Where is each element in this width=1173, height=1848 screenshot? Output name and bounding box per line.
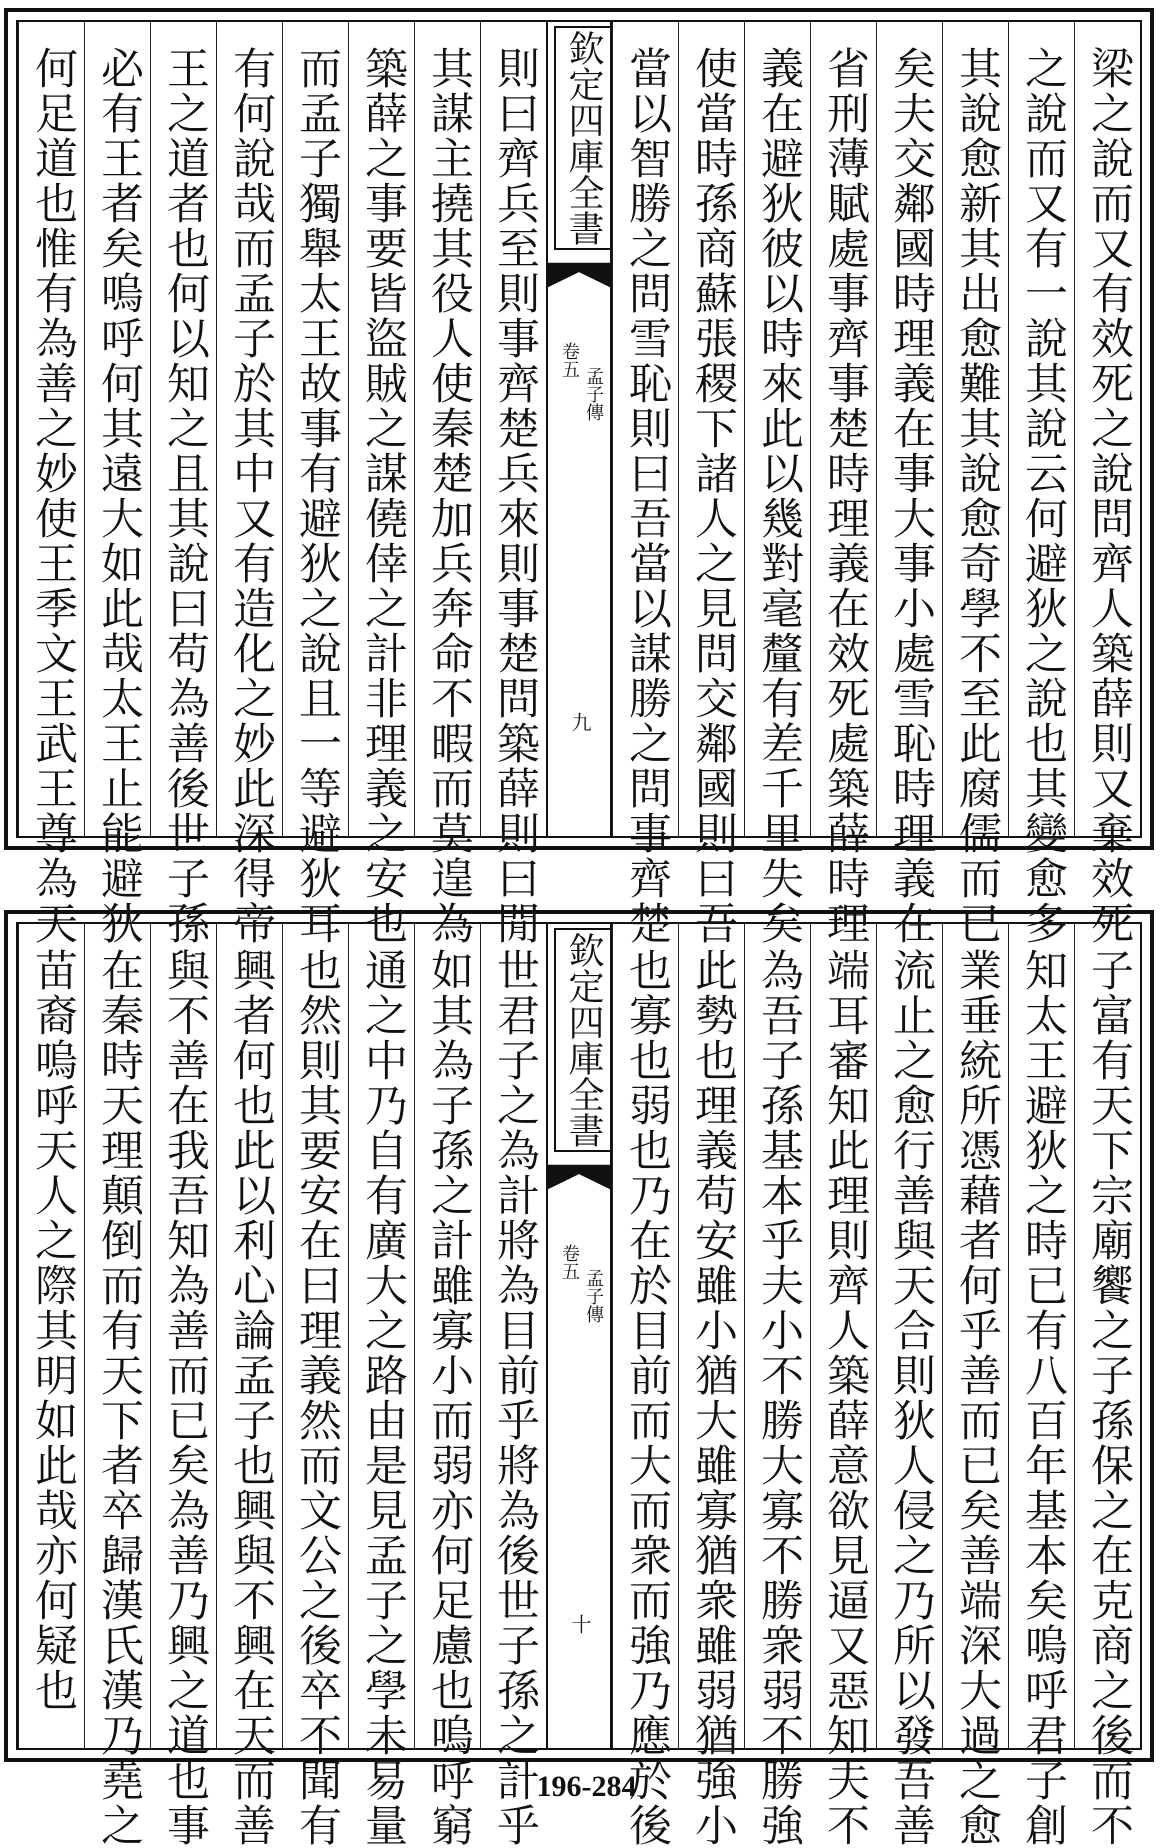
column-text: 而孟子獨舉太王故事有避狄之說且一等避狄耳	[292, 46, 342, 946]
column-text: 有何說哉而孟子於其中又有造化之妙此深得帝	[226, 46, 276, 946]
column-text: 義在避狄彼以時來此以幾對毫釐有差千里失矣	[754, 46, 804, 946]
center-fold	[546, 22, 612, 836]
book-name: 孟子傳	[583, 1269, 604, 1323]
column-text: 此勢也理義苟安雖小猶大雖寡猶衆雖弱猶強小	[688, 948, 738, 1848]
column-text: 如其為子孫之計雖寡小而弱亦何足慮也嗚呼窮	[424, 948, 474, 1848]
center-fold	[546, 924, 612, 1748]
column-text: 則曰齊兵至則事齊楚兵來則事楚問築薛則曰閒	[490, 46, 540, 946]
text-column	[414, 22, 480, 946]
text-column	[480, 924, 546, 1848]
text-column	[216, 924, 282, 1848]
footer-page-ref: 196-284	[536, 1770, 637, 1803]
text-column	[876, 22, 942, 946]
text-column	[744, 22, 810, 946]
text-column	[678, 22, 744, 946]
text-column	[942, 22, 1008, 946]
column-text: 梁之說而又有效死之說問齊人築薛則又棄效死	[1084, 46, 1134, 946]
column-text: 築薛之事要皆盜賊之謀僥倖之計非理義之安也	[358, 46, 408, 946]
column-text: 其謀主撓其役人使秦楚加兵奔命不暇而莫遑為	[424, 46, 474, 946]
page-number: 九	[568, 712, 592, 732]
text-column	[1074, 924, 1140, 1848]
column-text: 為吾子孫基本乎夫小不勝大寡不勝衆弱不勝強	[754, 948, 804, 1848]
column-text: 流止之愈行善與天合則狄人侵之乃所以發吾善	[886, 948, 936, 1848]
text-column	[216, 22, 282, 946]
column-text: 端耳審知此理則齊人築薛意欲見逼又惡知夫不	[820, 948, 870, 1848]
text-column	[18, 22, 84, 946]
text-column	[678, 924, 744, 1848]
column-text: 矣夫交鄰國時理義在事大事小處雪恥時理義在	[886, 46, 936, 946]
text-column	[1008, 22, 1074, 946]
column-text: 苗裔嗚呼天人之際其明如此哉亦何疑也	[28, 948, 78, 1713]
column-text: 業垂統所憑藉者何乎善而已矣善端深大過之愈	[952, 948, 1002, 1848]
column-text: 當以智勝之問雪恥則曰吾當以謀勝之問事齊楚	[622, 46, 672, 946]
text-column	[84, 22, 150, 946]
text-column	[876, 924, 942, 1848]
column-text: 王之道者也何以知之且其說曰苟為善後世子孫	[160, 46, 210, 946]
fish-tail-mark-icon	[548, 262, 610, 288]
page-number: 十	[568, 1614, 592, 1634]
text-column	[414, 924, 480, 1848]
column-text: 必有王者矣嗚呼何其遠大如此哉太王止能避狄	[94, 46, 144, 946]
column-text: 知太王避狄之時已有八百年基本矣嗚呼君子創	[1018, 948, 1068, 1848]
book-title: 欽定四庫全書	[554, 26, 612, 250]
column-text: 興者何也此以利心論孟子也興與不興在天而善	[226, 948, 276, 1848]
text-column	[942, 924, 1008, 1848]
column-text: 與不善在我吾知為善而已矣為善乃興之道也事	[160, 948, 210, 1848]
text-column	[1074, 22, 1140, 946]
volume-label: 卷五	[559, 1244, 580, 1280]
text-column	[282, 924, 348, 1848]
column-text: 在秦時天理顛倒而有天下者卒歸漢氏漢乃堯之	[94, 948, 144, 1848]
text-column	[348, 22, 414, 946]
column-text: 使當時孫商蘇張稷下諸人之見問交鄰國則曰吾	[688, 46, 738, 946]
text-column	[480, 22, 546, 946]
column-text: 之說而又有一說其說云何避狄之說也其變愈多	[1018, 46, 1068, 946]
book-title: 欽定四庫全書	[554, 928, 612, 1152]
text-column	[744, 924, 810, 1848]
text-column	[150, 924, 216, 1848]
column-text: 也然則其要安在曰理義然而文公之後卒不聞有	[292, 948, 342, 1848]
column-text: 也寡也弱也乃在於目前而大而衆而強乃應於後	[622, 948, 672, 1848]
text-column	[810, 22, 876, 946]
column-text: 世君子之為計將為目前乎將為後世子孫之計乎	[490, 948, 540, 1848]
column-text: 其說愈新其出愈難其說愈奇學不至此腐儒而已	[952, 46, 1002, 946]
text-column	[1008, 924, 1074, 1848]
column-text: 省刑薄賦處事齊事楚時理義在效死處築薛時理	[820, 46, 870, 946]
text-column	[282, 22, 348, 946]
column-text: 子富有天下宗廟饗之子孫保之在克商之後而不	[1084, 948, 1134, 1848]
page-frame	[16, 20, 1142, 946]
page-top	[4, 8, 1154, 946]
book-name: 孟子傳	[583, 367, 604, 421]
column-text: 通之中乃自有廣大之路由是見孟子之學未易量	[358, 948, 408, 1848]
text-column	[18, 924, 84, 1748]
text-column	[84, 924, 150, 1848]
volume-label: 卷五	[559, 342, 580, 378]
fish-tail-mark-icon	[548, 1164, 610, 1190]
text-column	[612, 924, 678, 1848]
text-column	[348, 924, 414, 1848]
text-column	[810, 924, 876, 1848]
text-column	[612, 22, 678, 946]
column-text: 何足道也惟有為善之妙使王季文王武王尊為天	[28, 46, 78, 946]
text-column	[150, 22, 216, 946]
